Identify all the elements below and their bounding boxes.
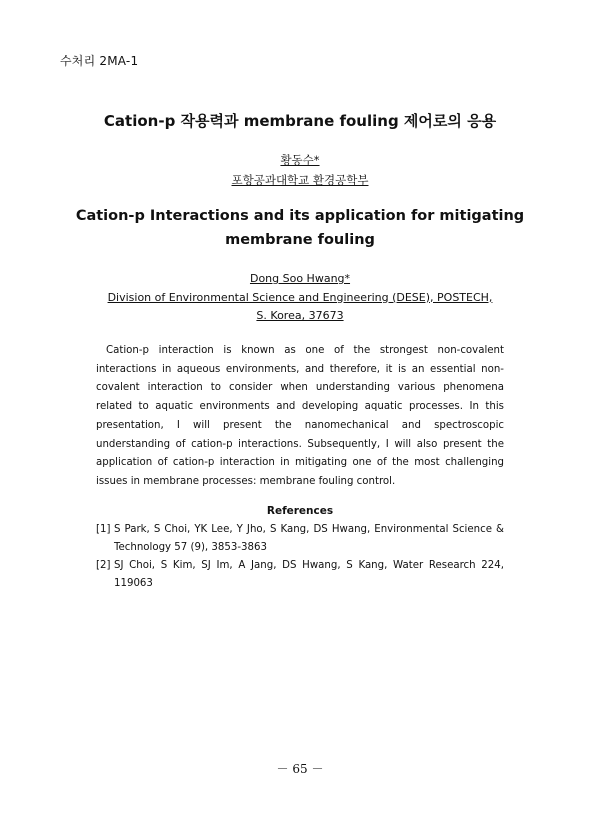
references-list <box>96 521 504 593</box>
english-affiliation-line2: S. Korea, 37673 <box>256 309 344 322</box>
reference-text: SJ Choi, S Kim, SJ Im, A Jang, DS Hwang, S Kang, Water Research 224, 119063 <box>114 560 504 589</box>
reference-item <box>96 557 504 593</box>
reference-number: [1] <box>96 524 111 535</box>
reference-text: S Park, S Choi, YK Lee, Y Jho, S Kang, DS Hwang, Environmental Science & Technology 57 (9), 3853-3863 <box>114 524 504 553</box>
abstract: Cation-p interaction is known as one of the strongest non-covalent interactions in aqueous environments, and therefore, it is an essential non-covalent interaction to consider when understanding various phenomena related to aquatic environments and developing aquatic processes. In this presentation, I will present the nanomechanical and spectroscopic understanding of cation-p interactions. Subsequently, I will also present the application of cation-p interaction in mitigating one of the most challenging issues in membrane processes: membrane fouling control. <box>96 345 504 487</box>
reference-number: [2] <box>96 560 111 571</box>
english-author-block <box>60 270 540 326</box>
english-title <box>60 204 540 252</box>
korean-affiliation: 포항공과대학교 환경공학부 <box>231 173 369 187</box>
references-heading: References <box>266 505 334 517</box>
korean-author-block <box>0 150 600 190</box>
reference-item <box>96 521 504 557</box>
page-number: － 65 － <box>276 762 324 776</box>
korean-author: 황동수* <box>280 153 320 167</box>
session-code: 수처리 2MA-1 <box>60 54 139 68</box>
korean-title: Cation-p 작용력과 membrane fouling 제어로의 응용 <box>103 112 497 130</box>
english-title-line2: membrane fouling <box>225 232 375 248</box>
english-title-line1: Cation-p Interactions and its application for mitigating <box>75 208 525 224</box>
english-affiliation-line1: Division of Environmental Science and Engineering (DESE), POSTECH, <box>107 290 493 304</box>
english-author: Dong Soo Hwang* <box>249 272 351 285</box>
